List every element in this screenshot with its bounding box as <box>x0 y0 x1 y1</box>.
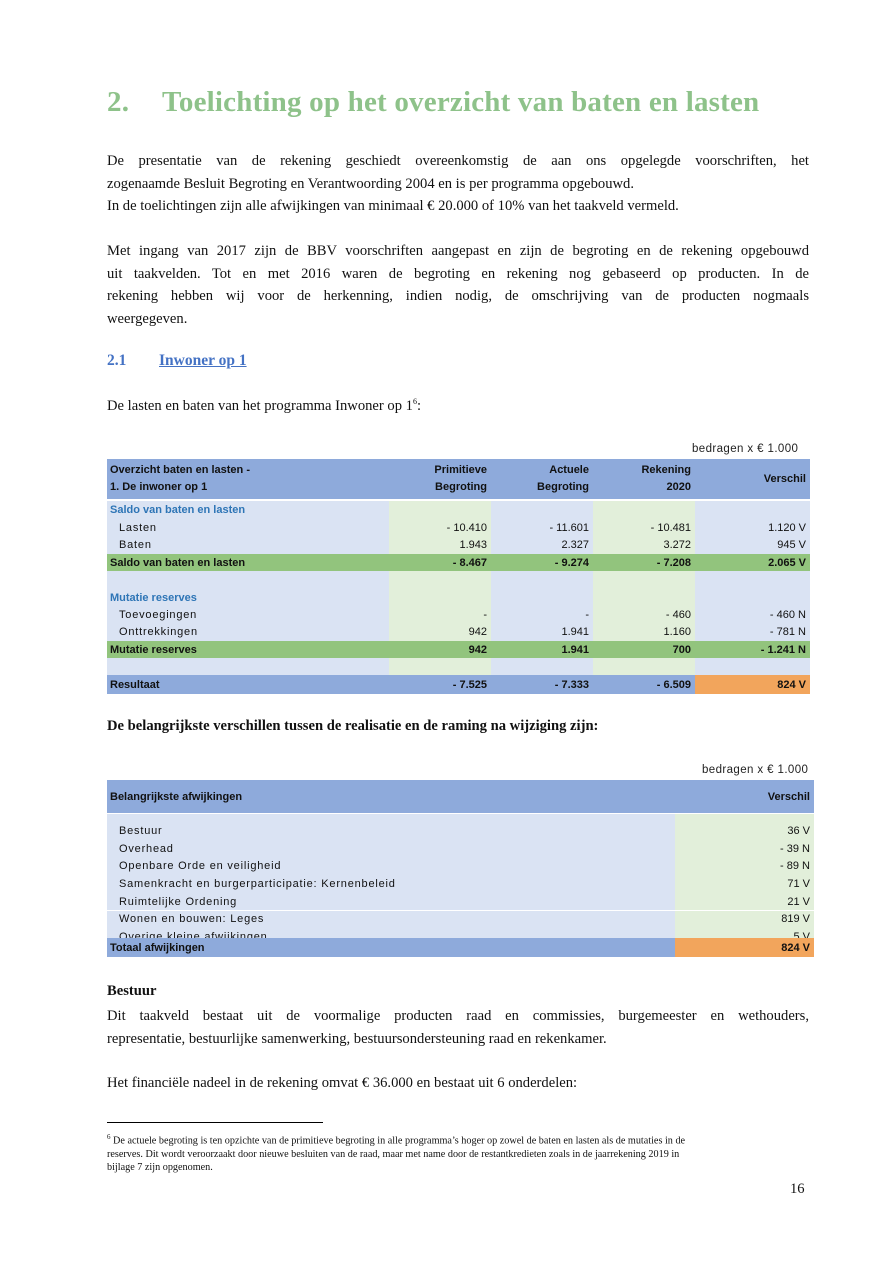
table-row-subtotal: Mutatie reserves 942 1.941 700 - 1.241 N <box>107 641 810 658</box>
table-row: Mutatie reserves <box>107 589 810 606</box>
table2-unit: bedragen x € 1.000 <box>702 764 809 776</box>
chapter-title: Toelichting op het overzicht van baten en lasten <box>162 86 760 118</box>
afwijking-value: - 89 N <box>675 857 814 875</box>
afwijking-label: Wonen en bouwen: Leges <box>107 911 675 929</box>
table1-unit: bedragen x € 1.000 <box>692 443 799 455</box>
text-line: In de toelichtingen zijn alle afwijkingen van minimaal € 20.000 of 10% van het taakveld vermeld. <box>107 198 679 215</box>
afwijking-value: - 39 N <box>675 840 814 858</box>
differences-heading: De belangrijkste verschillen tussen de realisatie en de raming na wijziging zijn: <box>107 718 599 734</box>
table-row-total: Totaal afwijkingen 824 V <box>107 938 814 957</box>
table-baten-lasten <box>107 459 810 694</box>
table-row-result: Resultaat - 7.525 - 7.333 - 6.509 824 V <box>107 675 810 694</box>
footnote-divider <box>107 1122 323 1123</box>
chapter-number: 2. <box>107 86 130 118</box>
header-cell: Overzicht baten en lasten - 1. De inwoner op 1 <box>110 464 250 493</box>
table-row: Onttrekkingen 942 1.941 1.160 - 781 N <box>107 624 810 642</box>
afwijking-label: Ruimtelijke Ordening <box>107 893 675 911</box>
table-row <box>107 911 814 929</box>
paragraph-bestuur <box>107 1005 809 1050</box>
table-row <box>107 814 814 840</box>
header-cell: Primitieve Begroting <box>434 464 487 493</box>
page-number: 16 <box>790 1181 805 1197</box>
afwijking-value: 36 V <box>675 814 814 840</box>
table-header: Belangrijkste afwijkingen Verschil <box>107 780 814 813</box>
afwijking-label: Openbare Orde en veiligheid <box>107 857 675 875</box>
afwijking-label: Overhead <box>107 840 675 858</box>
text-line: weergegeven. <box>107 310 188 327</box>
header-cell: Verschil <box>763 473 806 485</box>
header-cell: Rekening 2020 <box>641 464 691 493</box>
table-row-subtotal: Saldo van baten en lasten - 8.467 - 9.274 - 7.208 2.065 V <box>107 554 810 571</box>
section-heading[interactable] <box>107 352 247 370</box>
table-intro: De lasten en baten van het programma Inwoner op $1^6$: <box>107 397 422 414</box>
text-line: rekening hebben wij voor de herkenning, indien nodig, de omschrijving van de producten nogmaals <box>107 288 809 305</box>
section-title: Inwoner op 1 <box>159 352 247 369</box>
table-row: Baten 1.943 2.327 3.272 945 V <box>107 537 810 555</box>
paragraph-nadeel <box>107 1072 809 1095</box>
afwijking-label: Bestuur <box>107 814 675 840</box>
footnote-number: 6 <box>107 1133 111 1141</box>
header-cell: Actuele Begroting <box>537 464 589 493</box>
table-header <box>107 459 810 499</box>
footnote-ref[interactable]: 6 <box>412 397 417 406</box>
table-row-spacer <box>107 658 810 675</box>
table-row: Lasten - 10.410 - 11.601 - 10.481 1.120 V <box>107 519 810 537</box>
footnote: $^6$ De actuele begroting is ten opzichte van de primitieve begroting in alle programma’s hoger op zowel de baten en lasten als de mutaties in de reserves. Dit wordt veroorzaakt door nieuwe besluiten van de raad, maar met name door de restantkredieten zoals in de jaarrekening 2019 in bijlage 7 zijn opgenomen. <box>107 1133 686 1173</box>
table-row <box>107 875 814 893</box>
text-line: De presentatie van de rekening geschiedt overeenkomstig de aan ons opgelegde voorschriften, het <box>107 153 809 169</box>
afwijking-value: 21 V <box>675 893 814 911</box>
paragraph-presentation <box>107 150 809 218</box>
bestuur-heading: Bestuur <box>107 983 157 999</box>
table-row: Toevoegingen - - - 460 - 460 N <box>107 606 810 624</box>
chapter-heading <box>107 86 759 119</box>
table-row-spacer <box>107 571 810 589</box>
table-row: Saldo van baten en lasten <box>107 501 810 519</box>
section-number: 2.1 <box>107 352 127 369</box>
text-line: Dit taakveld bestaat uit de voormalige producten raad en commissies, burgemeester en wethouders, <box>107 1008 809 1024</box>
table-afwijkingen <box>107 780 814 957</box>
afwijking-value: 71 V <box>675 875 814 893</box>
table-row <box>107 893 814 911</box>
table-row <box>107 857 814 875</box>
text-line: representatie, bestuurlijke samenwerking, bestuursondersteuning raad en rekenkamer. <box>107 1030 607 1047</box>
text-line: uit taakvelden. Tot en met 2016 waren de begroting en rekening nog gebaseerd op producten. In de <box>107 265 809 282</box>
table-row <box>107 840 814 858</box>
text-line: Het financiële nadeel in de rekening omvat € 36.000 en bestaat uit 6 onderdelen: <box>107 1075 578 1091</box>
paragraph-bbv <box>107 240 809 330</box>
afwijking-value: 819 V <box>675 911 814 929</box>
afwijking-label: Samenkracht en burgerparticipatie: Kernenbeleid <box>107 875 675 893</box>
text-line: Met ingang van 2017 zijn de BBV voorschriften aangepast en zijn de begroting en de rekening opgebouwd <box>107 243 809 259</box>
text-line: zogenaamde Besluit Begroting en Verantwoording 2004 en is per programma opgebouwd. <box>107 175 635 192</box>
